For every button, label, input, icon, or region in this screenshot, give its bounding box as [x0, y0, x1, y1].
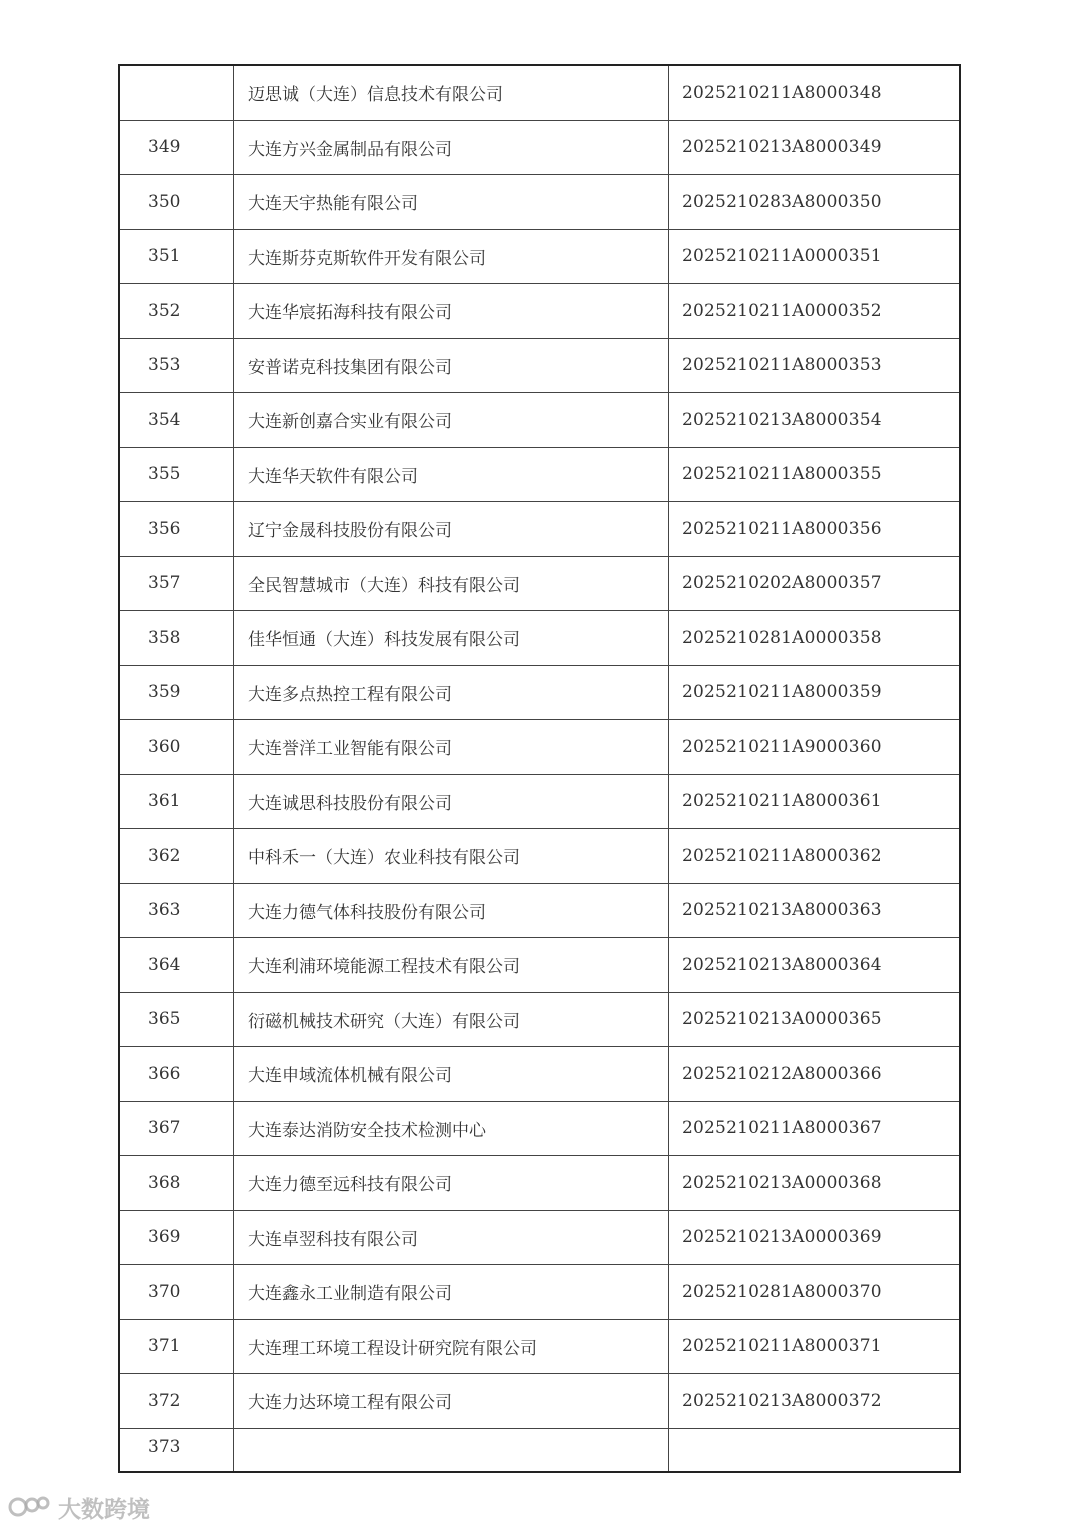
registration-code-cell: 2025210211A0000352 [669, 284, 961, 339]
row-number-cell: 356 [119, 502, 234, 557]
row-number-cell: 359 [119, 665, 234, 720]
registration-code-cell: 2025210213A0000365 [669, 992, 961, 1047]
company-name-cell: 大连泰达消防安全技术检测中心 [234, 1101, 669, 1156]
company-list-table [118, 64, 961, 1473]
row-number-cell: 367 [119, 1101, 234, 1156]
registration-code-cell: 2025210202A8000357 [669, 556, 961, 611]
table-row [119, 883, 960, 938]
watermark-text: 大数跨境 [58, 1496, 150, 1523]
company-name-cell: 大连多点热控工程有限公司 [234, 665, 669, 720]
row-number-cell: 355 [119, 447, 234, 502]
company-name-cell: 大连新创嘉合实业有限公司 [234, 393, 669, 448]
registration-code-cell: 2025210213A0000369 [669, 1210, 961, 1265]
row-number-cell: 373 [119, 1428, 234, 1472]
company-name-cell [234, 1428, 669, 1472]
table-row [119, 1428, 960, 1472]
company-name-cell: 大连卓翌科技有限公司 [234, 1210, 669, 1265]
company-name-cell: 安普诺克科技集团有限公司 [234, 338, 669, 393]
table-row [119, 720, 960, 775]
registration-code-cell: 2025210211A8000361 [669, 774, 961, 829]
company-name-cell: 全民智慧城市（大连）科技有限公司 [234, 556, 669, 611]
table-row [119, 774, 960, 829]
company-name-cell: 大连力德至远科技有限公司 [234, 1156, 669, 1211]
registration-code-cell: 2025210213A8000372 [669, 1374, 961, 1429]
table-row [119, 938, 960, 993]
row-number-cell: 354 [119, 393, 234, 448]
table-row [119, 1210, 960, 1265]
row-number-cell: 366 [119, 1047, 234, 1102]
registration-code-cell: 2025210283A8000350 [669, 175, 961, 230]
registration-code-cell: 2025210281A8000370 [669, 1265, 961, 1320]
table-row [119, 556, 960, 611]
table-row [119, 665, 960, 720]
table-row [119, 338, 960, 393]
company-name-cell: 大连斯芬克斯软件开发有限公司 [234, 229, 669, 284]
row-number-cell: 368 [119, 1156, 234, 1211]
company-name-cell: 大连誉洋工业智能有限公司 [234, 720, 669, 775]
row-number-cell: 352 [119, 284, 234, 339]
table-row [119, 1101, 960, 1156]
company-name-cell: 大连诚思科技股份有限公司 [234, 774, 669, 829]
row-number-cell: 363 [119, 883, 234, 938]
table-row [119, 284, 960, 339]
table-row [119, 1156, 960, 1211]
table-row [119, 829, 960, 884]
table-row [119, 120, 960, 175]
row-number-cell: 372 [119, 1374, 234, 1429]
registration-code-cell: 2025210211A8000367 [669, 1101, 961, 1156]
company-name-cell: 大连华天软件有限公司 [234, 447, 669, 502]
registration-code-cell: 2025210281A0000358 [669, 611, 961, 666]
registration-code-cell: 2025210213A0000368 [669, 1156, 961, 1211]
company-name-cell: 大连华宸拓海科技有限公司 [234, 284, 669, 339]
watermark [8, 1490, 150, 1524]
table-row [119, 393, 960, 448]
registration-code-cell: 2025210211A9000360 [669, 720, 961, 775]
company-name-cell: 衍磁机械技术研究（大连）有限公司 [234, 992, 669, 1047]
registration-code-cell: 2025210211A8000371 [669, 1319, 961, 1374]
registration-code-cell: 2025210211A8000353 [669, 338, 961, 393]
registration-code-cell: 2025210211A8000362 [669, 829, 961, 884]
row-number-cell: 360 [119, 720, 234, 775]
row-number-cell: 351 [119, 229, 234, 284]
row-number-cell: 365 [119, 992, 234, 1047]
table-row [119, 1265, 960, 1320]
table-row [119, 65, 960, 120]
table-row [119, 1374, 960, 1429]
company-name-cell: 辽宁金晟科技股份有限公司 [234, 502, 669, 557]
company-name-cell: 中科禾一（大连）农业科技有限公司 [234, 829, 669, 884]
registration-code-cell: 2025210211A8000355 [669, 447, 961, 502]
registration-code-cell: 2025210211A8000356 [669, 502, 961, 557]
table-row [119, 229, 960, 284]
table-row [119, 175, 960, 230]
company-name-cell: 大连力达环境工程有限公司 [234, 1374, 669, 1429]
row-number-cell: 353 [119, 338, 234, 393]
row-number-cell: 362 [119, 829, 234, 884]
row-number-cell: 370 [119, 1265, 234, 1320]
registration-code-cell: 2025210213A8000354 [669, 393, 961, 448]
company-name-cell: 大连申域流体机械有限公司 [234, 1047, 669, 1102]
row-number-cell: 371 [119, 1319, 234, 1374]
row-number-cell: 349 [119, 120, 234, 175]
company-name-cell: 大连利浦环境能源工程技术有限公司 [234, 938, 669, 993]
table-row [119, 447, 960, 502]
company-name-cell: 大连鑫永工业制造有限公司 [234, 1265, 669, 1320]
registration-code-cell: 2025210212A8000366 [669, 1047, 961, 1102]
row-number-cell [119, 65, 234, 120]
registration-code-cell [669, 1428, 961, 1472]
registration-code-cell: 2025210213A8000364 [669, 938, 961, 993]
table-row [119, 611, 960, 666]
company-name-cell: 大连力德气体科技股份有限公司 [234, 883, 669, 938]
table-row [119, 1319, 960, 1374]
registration-code-cell: 2025210211A8000348 [669, 65, 961, 120]
company-name-cell: 大连天宇热能有限公司 [234, 175, 669, 230]
table-row [119, 502, 960, 557]
row-number-cell: 358 [119, 611, 234, 666]
company-name-cell: 大连方兴金属制品有限公司 [234, 120, 669, 175]
table-row [119, 992, 960, 1047]
brand-logo-icon [8, 1493, 52, 1521]
table-row [119, 1047, 960, 1102]
company-name-cell: 迈思诚（大连）信息技术有限公司 [234, 65, 669, 120]
registration-code-cell: 2025210213A8000363 [669, 883, 961, 938]
row-number-cell: 350 [119, 175, 234, 230]
registration-code-cell: 2025210211A8000359 [669, 665, 961, 720]
row-number-cell: 364 [119, 938, 234, 993]
company-name-cell: 大连理工环境工程设计研究院有限公司 [234, 1319, 669, 1374]
company-name-cell: 佳华恒通（大连）科技发展有限公司 [234, 611, 669, 666]
row-number-cell: 369 [119, 1210, 234, 1265]
table-body [119, 65, 960, 1472]
row-number-cell: 357 [119, 556, 234, 611]
row-number-cell: 361 [119, 774, 234, 829]
registration-code-cell: 2025210211A0000351 [669, 229, 961, 284]
registration-code-cell: 2025210213A8000349 [669, 120, 961, 175]
